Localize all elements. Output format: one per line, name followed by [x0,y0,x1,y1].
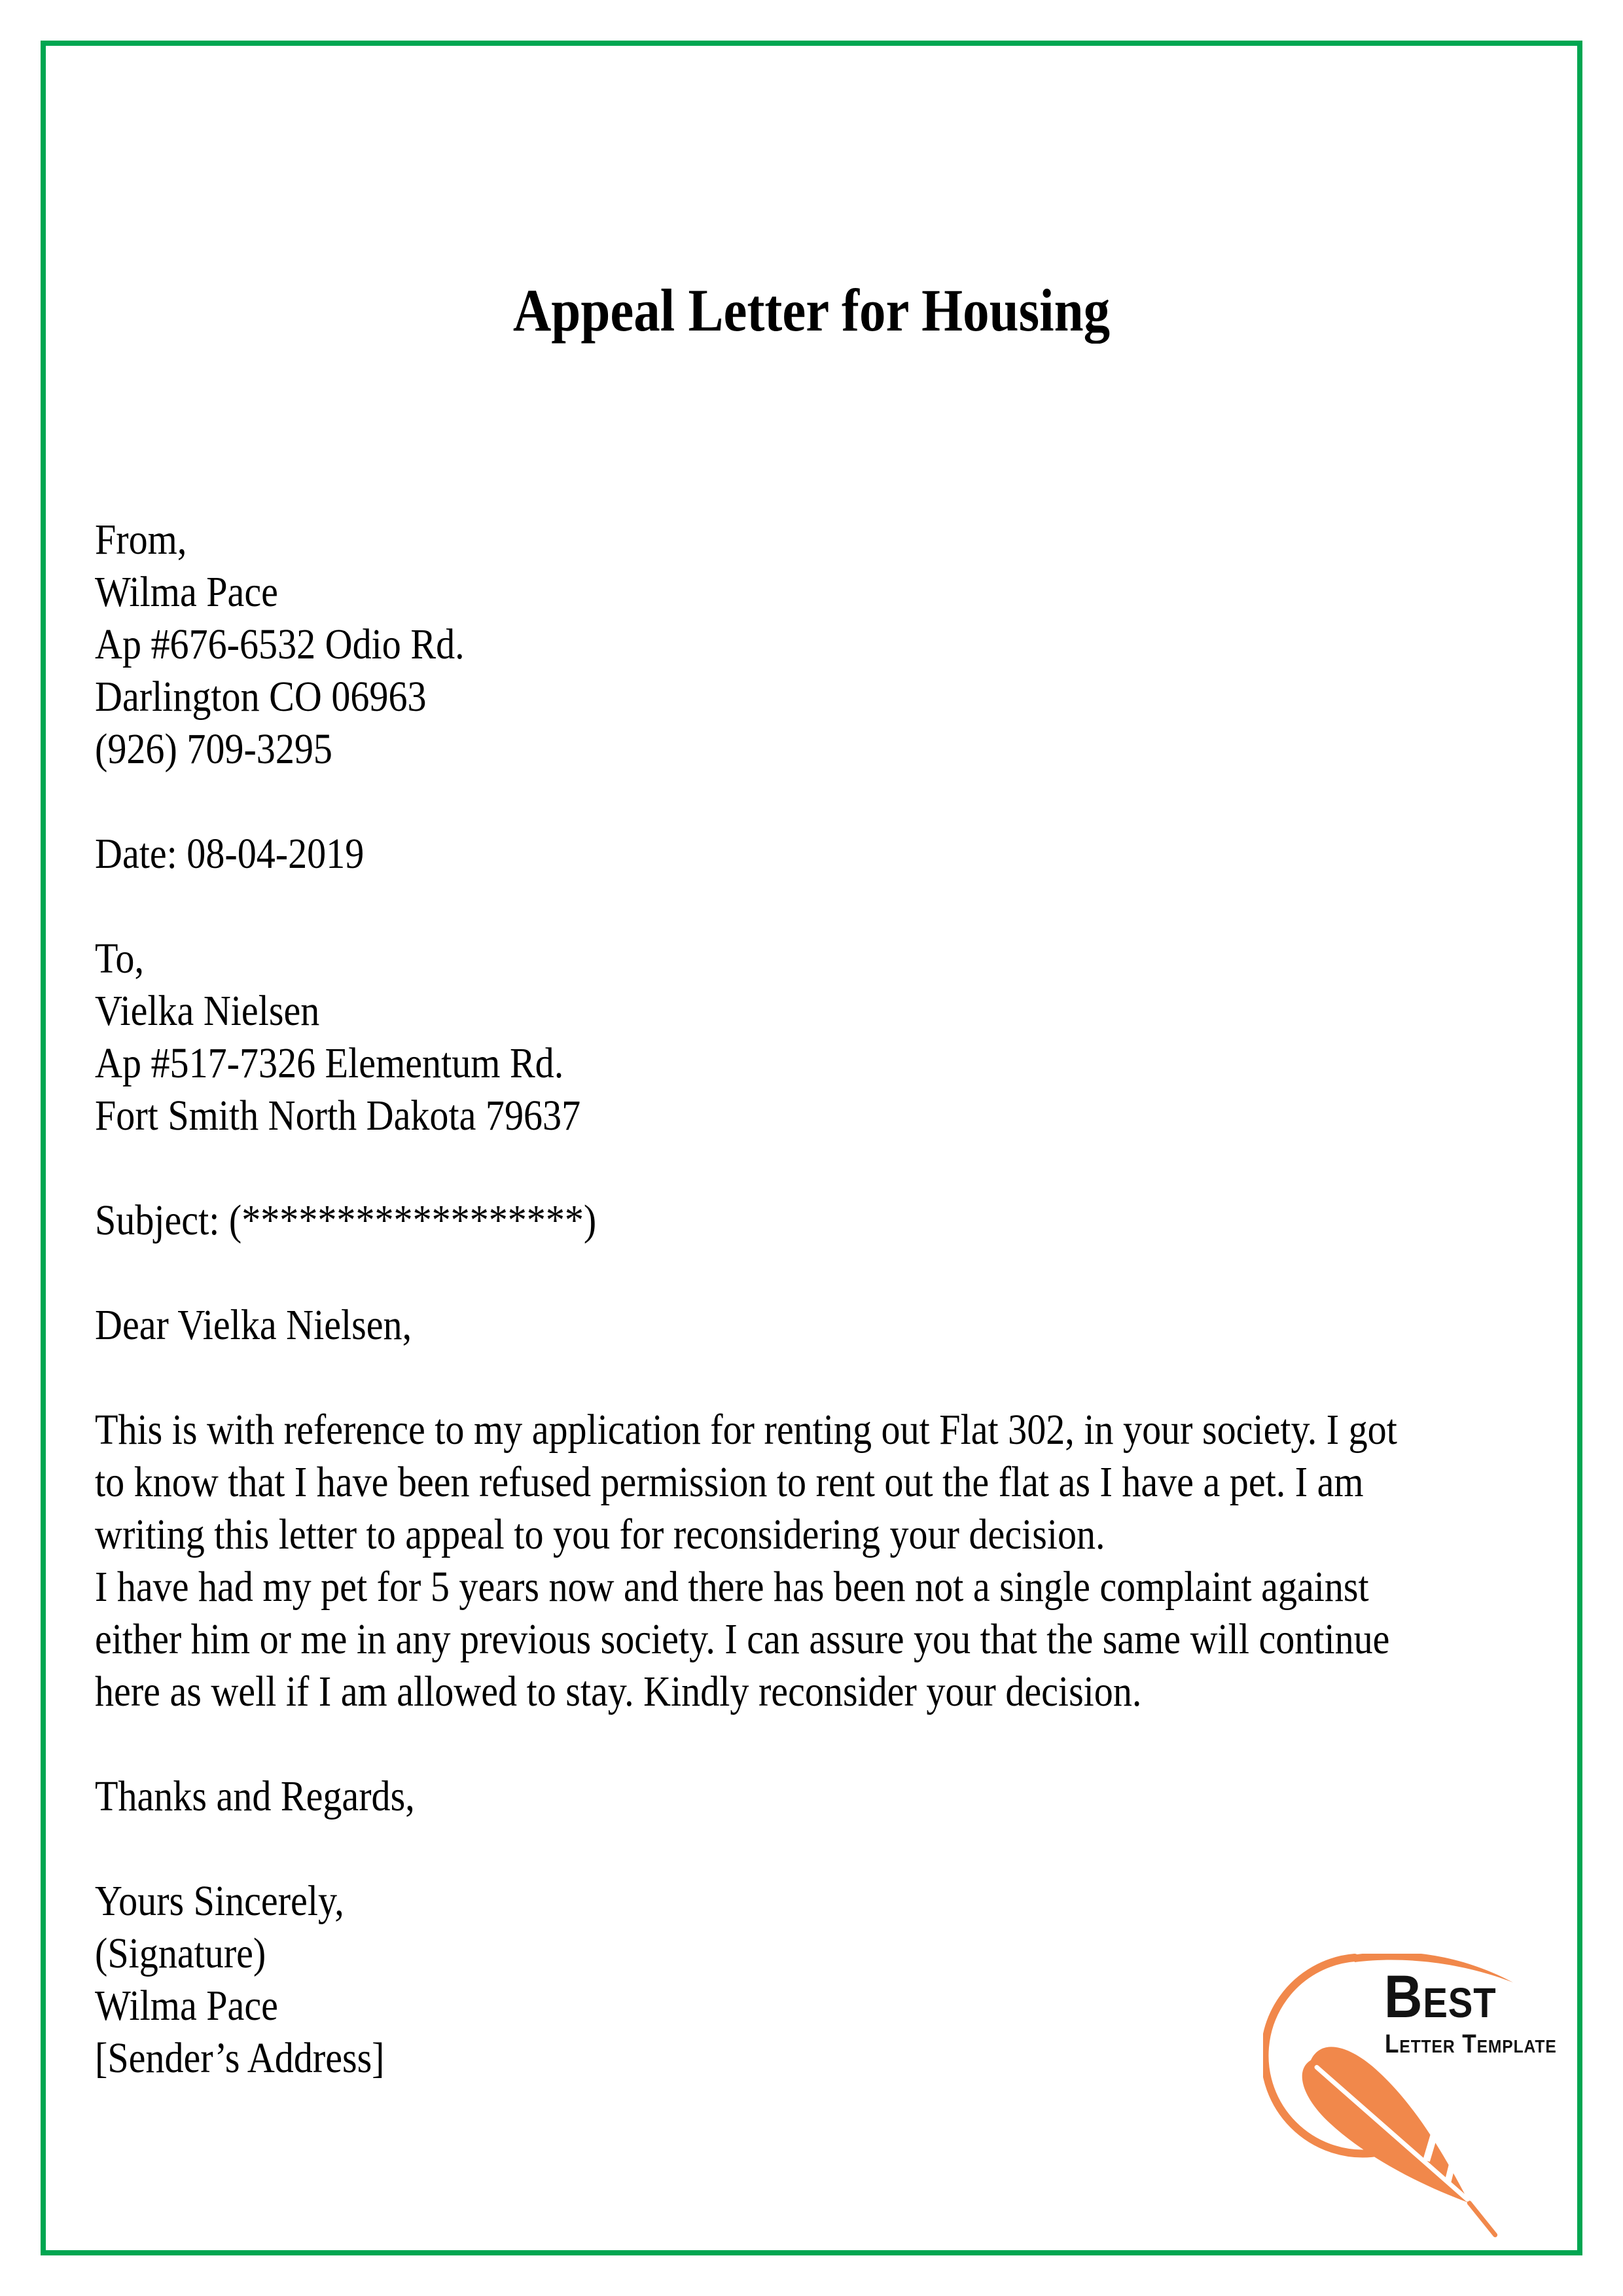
page-title: Appeal Letter for Housing [512,277,1111,344]
blank-line [95,880,1382,933]
body-line-1: This is with reference to my application for renting out Flat 302, in your society. I got [95,1406,1397,1454]
body-line-6: here as well if I am allowed to stay. Kindly reconsider your decision. [95,1668,1142,1715]
sender-city: Darlington CO 06963 [95,673,427,721]
sender-address-placeholder: [Sender’s Address] [95,2034,385,2082]
body-line-2: to know that I have been refused permission to rent out the flat as I have a pet. I am [95,1458,1364,1506]
regards-line: Thanks and Regards, [95,1772,415,1820]
sender-name: Wilma Pace [95,568,278,616]
blank-line [95,1142,1382,1194]
body-line-3: writing this letter to appeal to you for reconsidering your decision. [95,1511,1105,1558]
sender-phone: (926) 709-3295 [95,725,332,773]
signer-name: Wilma Pace [95,1982,278,2030]
sincerely-line: Yours Sincerely, [95,1877,344,1925]
signature-placeholder: (Signature) [95,1929,266,1977]
salutation: Dear Vielka Nielsen, [95,1301,412,1349]
from-label: From, [95,516,187,564]
recipient-city: Fort Smith North Dakota 79637 [95,1092,581,1139]
date-line: Date: 08-04-2019 [95,830,365,878]
body-line-4: I have had my pet for 5 years now and there has been not a single complaint against [95,1563,1369,1611]
brand-name: Best [1384,1964,1497,2030]
recipient-name: Vielka Nielsen [95,987,320,1035]
to-label: To, [95,935,144,982]
blank-line [95,1352,1382,1404]
recipient-street: Ap #517-7326 Elementum Rd. [95,1039,564,1087]
feather-stem [1465,2203,1500,2235]
sender-street: Ap #676-6532 Odio Rd. [95,620,465,668]
feather-icon [1287,2032,1524,2248]
blank-line [95,1823,1382,1875]
letter-body [95,514,1558,2085]
blank-line [95,776,1382,828]
blank-line [95,1718,1382,1770]
brand-logo [1263,1954,1571,2248]
brand-tagline: Letter Template [1385,2030,1557,2058]
body-line-5: either him or me in any previous society. I can assure you that the same will continue [95,1615,1390,1663]
subject-line: Subject: (******************) [95,1196,597,1244]
blank-line [95,1247,1382,1299]
